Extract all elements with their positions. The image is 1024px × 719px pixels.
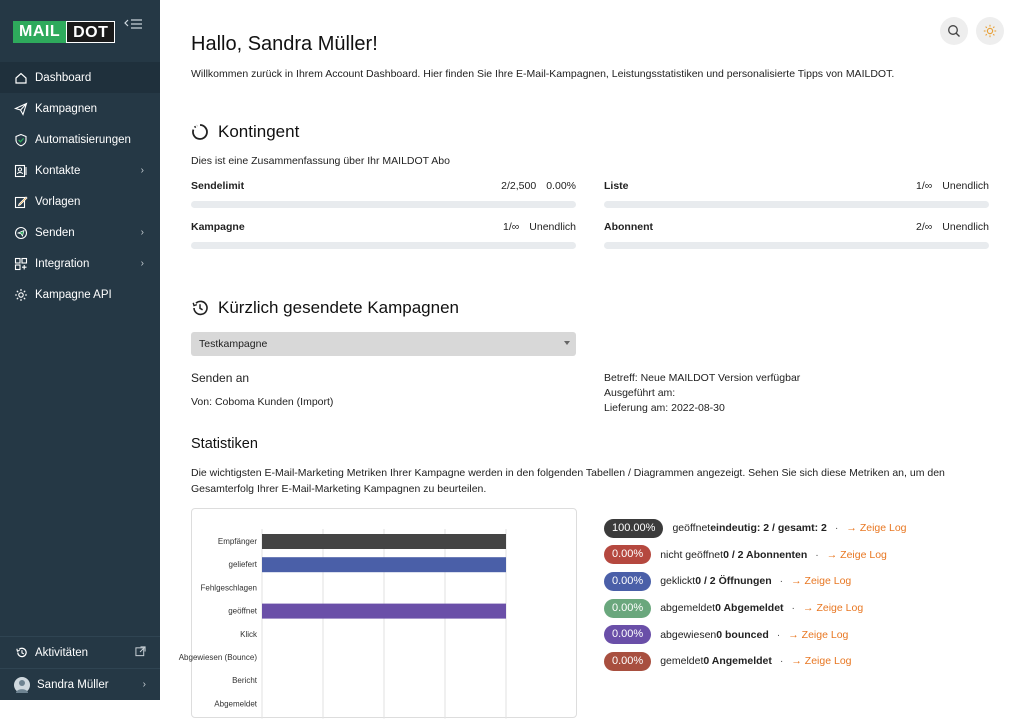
sidebar-item-automatisierungen[interactable] — [0, 124, 160, 155]
sun-icon — [983, 24, 997, 38]
sidebar-item-activities-label: Aktivitäten — [35, 646, 89, 659]
quota-progress-bar — [191, 242, 576, 249]
sidebar-item-integration[interactable] — [0, 248, 160, 279]
stats-row — [178, 508, 1024, 718]
sidebar-item-label: Integration — [35, 257, 90, 270]
chevron-right-icon: › — [140, 258, 144, 269]
campaign-select[interactable] — [191, 332, 576, 356]
quota-progress-bar — [191, 201, 576, 208]
quota-value: 1/∞ — [503, 221, 520, 233]
metric-percent-badge: 0.00% — [604, 652, 651, 671]
quota-grid — [191, 180, 1024, 262]
api-icon — [14, 288, 28, 302]
send-info-left — [191, 371, 604, 416]
sidebar-item-senden[interactable] — [0, 217, 160, 248]
quota-value: 2/2,500 — [501, 180, 537, 192]
logo-row — [0, 0, 160, 62]
sidebar-bottom — [0, 636, 160, 700]
metrics-list — [604, 515, 907, 718]
clock-icon — [191, 299, 209, 317]
metric-detail: 0 / 2 Öffnungen — [695, 575, 772, 588]
quota-item — [604, 180, 989, 208]
chart-bar — [262, 604, 506, 619]
send-info-right — [604, 371, 989, 416]
chart-category-label: Klick — [240, 629, 257, 639]
shield-check-icon — [14, 133, 28, 147]
send-executed: Ausgeführt am: — [604, 387, 676, 399]
sidebar-item-vorlagen[interactable] — [0, 186, 160, 217]
show-log-link[interactable]: → Zeige Log — [791, 575, 852, 588]
collapse-sidebar-icon[interactable] — [123, 17, 143, 33]
metric-row — [604, 621, 907, 648]
quota-extra: Unendlich — [529, 221, 576, 233]
sidebar-item-label: Dashboard — [35, 71, 92, 84]
recent-title: Kürzlich gesendete Kampagnen — [218, 298, 459, 317]
history-icon — [14, 646, 28, 660]
chart-category-label: geöffnet — [228, 606, 257, 616]
sidebar-item-kampagne-api[interactable] — [0, 279, 160, 310]
separator-dot: · — [776, 628, 781, 641]
search-icon — [947, 24, 961, 38]
intro-text: Willkommen zurück in Ihrem Account Dashboard. Hier finden Sie Ihre E-Mail-Kampagnen, Leistungsstatistiken und personalisierte Tipps von MAILDOT. — [191, 68, 895, 80]
external-link-icon[interactable] — [135, 646, 146, 660]
stats-bar-chart — [178, 509, 578, 719]
sidebar-item-label: Vorlagen — [35, 195, 81, 208]
metric-row — [604, 595, 907, 622]
chevron-right-icon: › — [140, 165, 144, 176]
metric-label: geöffnet — [672, 522, 711, 535]
main-content — [160, 0, 1024, 709]
quota-name: Sendelimit — [191, 180, 245, 192]
quota-name: Liste — [604, 180, 629, 192]
show-log-link[interactable]: → Zeige Log — [803, 602, 864, 615]
show-log-link[interactable]: → Zeige Log — [846, 522, 907, 535]
sidebar-item-label: Kampagnen — [35, 102, 98, 115]
send-delivery: Lieferung am: 2022-08-30 — [604, 402, 725, 414]
campaign-select-value: Testkampagne — [199, 338, 268, 350]
quota-item — [191, 221, 576, 249]
search-button[interactable] — [940, 17, 968, 45]
send-subject: Betreff: Neue MAILDOT Version verfügbar — [604, 372, 801, 384]
chevron-right-icon[interactable]: › — [142, 679, 146, 690]
quota-extra: 0.00% — [546, 180, 576, 192]
chart-category-label: Abgemeldet — [214, 699, 257, 709]
chart-bar — [262, 534, 506, 549]
quota-progress-bar — [604, 201, 989, 208]
chart-category-label: Bericht — [232, 676, 257, 686]
chevron-right-icon: › — [140, 227, 144, 238]
chart-category-label: Empfänger — [217, 537, 257, 546]
sidebar-item-dashboard[interactable] — [0, 62, 160, 93]
metric-row — [604, 542, 907, 569]
metric-detail: 0 bounced — [716, 628, 769, 641]
separator-dot: · — [791, 602, 796, 615]
sidebar-nav — [0, 62, 160, 310]
quota-head — [604, 180, 989, 194]
metric-percent-badge: 0.00% — [604, 625, 651, 644]
quota-item — [191, 180, 576, 208]
brand-logo-part1: MAIL — [13, 21, 66, 43]
sidebar-item-label: Automatisierungen — [35, 133, 131, 146]
theme-toggle-button[interactable] — [976, 17, 1004, 45]
sidebar-user[interactable] — [0, 668, 160, 700]
send-info — [191, 371, 1024, 416]
quota-subtitle: Dies ist eine Zusammenfassung über Ihr MAILDOT Abo — [191, 155, 450, 167]
metric-row — [604, 648, 907, 675]
metric-detail: 0 Angemeldet — [703, 655, 772, 668]
send-to-label: Senden an — [191, 371, 250, 385]
stats-description: Die wichtigsten E-Mail-Marketing Metriken Ihrer Kampagne werden in den folgenden Tabellen / Diagrammen angezeigt. Sehen Sie sich diese Metriken an, um den Gesamterfolg Ihrer E-Mail-Marketing Kampagnen zu beurteilen. — [191, 467, 945, 495]
top-actions — [940, 17, 1004, 45]
stats-chart — [178, 508, 577, 718]
sidebar-item-label: Kampagne API — [35, 288, 112, 301]
separator-dot: · — [779, 575, 784, 588]
metric-label: abgewiesen — [660, 628, 717, 641]
send-icon — [14, 102, 28, 116]
caret-down-icon — [564, 341, 570, 345]
metric-label: geklickt — [660, 575, 696, 588]
integration-icon — [14, 257, 28, 271]
quota-item — [604, 221, 989, 249]
contacts-icon — [14, 164, 28, 178]
show-log-link[interactable]: → Zeige Log — [826, 548, 887, 561]
metric-detail: 0 / 2 Abonnenten — [723, 548, 808, 561]
user-name: Sandra Müller — [37, 678, 109, 691]
loading-circle-icon — [191, 123, 209, 141]
quota-progress-bar — [604, 242, 989, 249]
show-log-link[interactable]: → Zeige Log — [788, 628, 849, 641]
metric-label: gemeldet — [660, 655, 704, 668]
quota-head — [191, 221, 576, 235]
quota-value: 1/∞ — [916, 180, 933, 192]
quota-section-title — [191, 122, 1024, 142]
sidebar-item-label: Kontakte — [35, 164, 81, 177]
brand-logo[interactable] — [13, 21, 115, 43]
home-icon — [14, 71, 28, 85]
metric-percent-badge: 0.00% — [604, 599, 651, 618]
recent-section-title — [191, 298, 1024, 318]
quota-head — [604, 221, 989, 235]
metric-label: nicht geöffnet — [660, 548, 724, 561]
separator-dot: · — [779, 655, 784, 668]
sidebar-item-kampagnen[interactable] — [0, 93, 160, 124]
separator-dot: · — [834, 522, 839, 535]
chart-bar — [262, 557, 506, 572]
edit-icon — [14, 195, 28, 209]
send-from: Von: Coboma Kunden (Import) — [191, 396, 334, 408]
sidebar-item-activities[interactable] — [0, 636, 160, 668]
quota-title: Kontingent — [218, 122, 300, 141]
chart-category-label: Fehlgeschlagen — [200, 583, 257, 593]
page-title: Hallo, Sandra Müller! — [191, 33, 378, 55]
quota-value: 2/∞ — [916, 221, 933, 233]
quota-name: Abonnent — [604, 221, 653, 233]
sidebar-item-label: Senden — [35, 226, 75, 239]
chart-category-label: geliefert — [228, 560, 257, 570]
metric-row — [604, 568, 907, 595]
metric-percent-badge: 0.00% — [604, 572, 651, 591]
metric-label: abgemeldet — [660, 602, 716, 615]
metric-row — [604, 515, 907, 542]
sidebar-item-kontakte[interactable] — [0, 155, 160, 186]
chart-category-label: Abgewiesen (Bounce) — [178, 653, 257, 662]
metric-percent-badge: 100.00% — [604, 519, 663, 538]
metric-percent-badge: 0.00% — [604, 545, 651, 564]
metric-detail: eindeutig: 2 / gesamt: 2 — [710, 522, 827, 535]
avatar — [14, 677, 30, 693]
metric-detail: 0 Abgemeldet — [715, 602, 784, 615]
separator-dot: · — [815, 548, 819, 561]
show-log-link[interactable]: → Zeige Log — [791, 655, 852, 668]
stats-title: Statistiken — [191, 436, 258, 452]
brand-logo-part2: DOT — [66, 21, 115, 43]
quota-head — [191, 180, 576, 194]
send-circle-icon — [14, 226, 28, 240]
sidebar — [0, 0, 160, 700]
quota-name: Kampagne — [191, 221, 245, 233]
quota-extra: Unendlich — [942, 221, 989, 233]
quota-extra: Unendlich — [942, 180, 989, 192]
